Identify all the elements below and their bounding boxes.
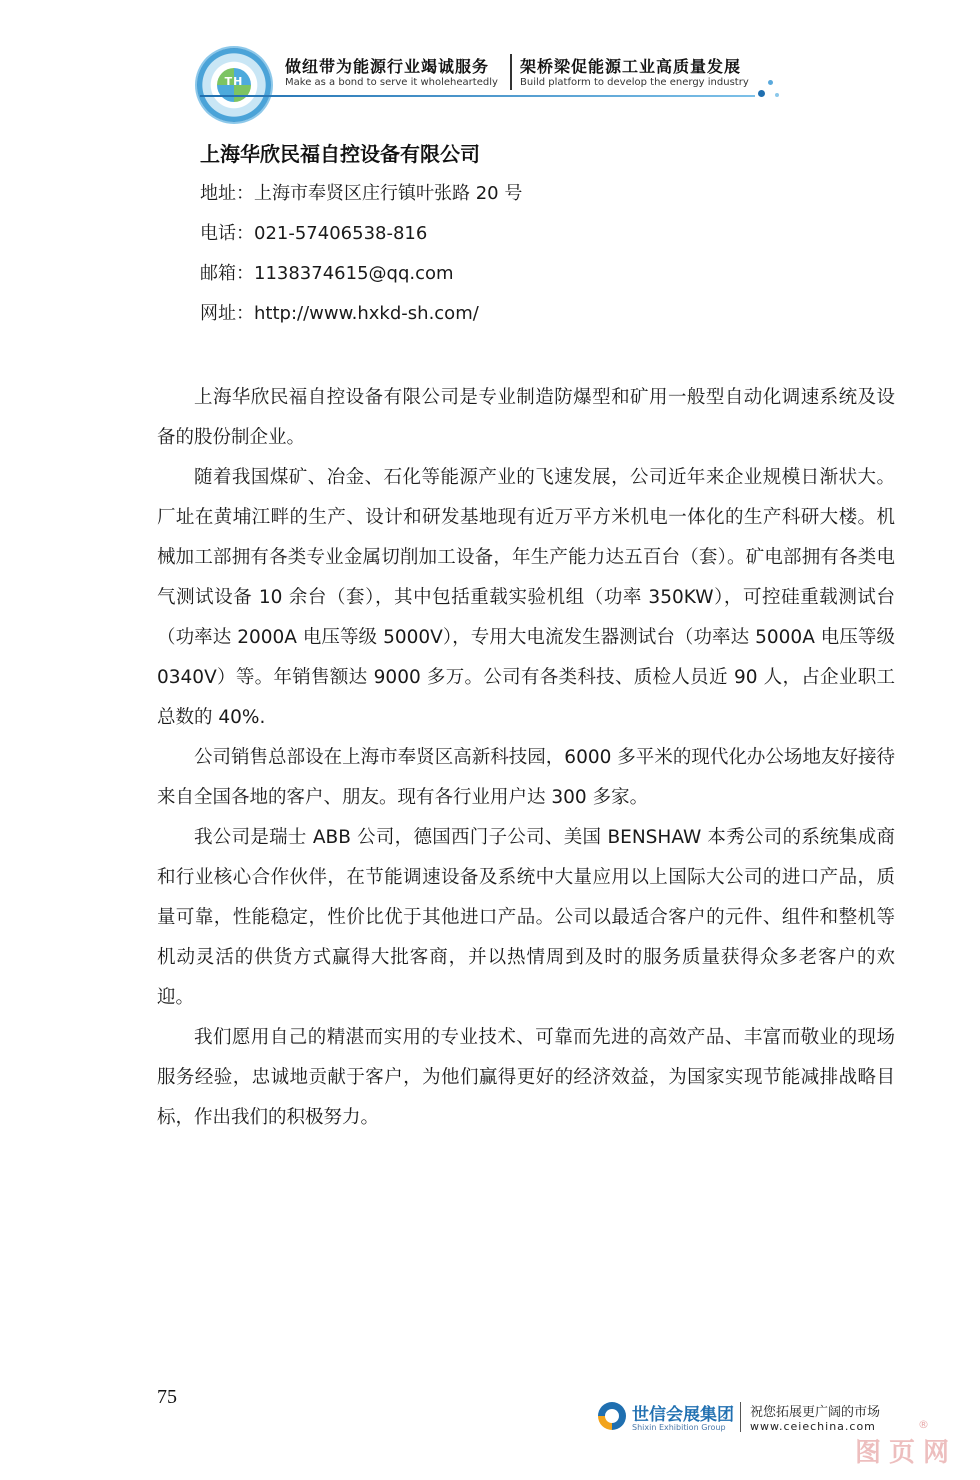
footer-divider [740, 1402, 741, 1432]
website-line: 网址：http://www.hxkd-sh.com/ [200, 303, 479, 324]
slogan-en-right: Build platform to develop the energy industry [520, 77, 749, 88]
slogan-en-left: Make as a bond to serve it wholeheartedly [285, 77, 498, 88]
contact-block [200, 140, 900, 340]
page-number: 75 [157, 1386, 177, 1408]
decor-dot-icon [775, 93, 779, 97]
footer-tagline: 祝您拓展更广阔的市场 [750, 1405, 881, 1420]
shixin-logo-icon [598, 1402, 626, 1430]
address-line: 地址：上海市奉贤区庄行镇叶张路 20 号 [200, 183, 523, 204]
decor-dot-icon [758, 90, 765, 97]
footer-url: www.ceiechina.com [750, 1420, 876, 1433]
paragraph-intro: 上海华欣民福自控设备有限公司是专业制造防爆型和矿用一般型自动化调速系统及设备的股份制企业。 [157, 387, 895, 448]
header-rule [200, 95, 755, 97]
watermark-registered-icon: ® [918, 1418, 929, 1431]
slogan-cn-left: 做纽带为能源行业竭诚服务 [285, 57, 490, 76]
paragraph-partners: 我公司是瑞士 ABB 公司，德国西门子公司、美国 BENSHAW 本秀公司的系统集成商和行业核心合作伙伴，在节能调速设备及系统中大量应用以上国际大公司的进口产品，质量可靠，性能稳定，性价比优于其他进口产品。公司以最适合客户的元件、组件和整机等机动灵活的供货方式赢得大批客商，并以热情周到及时的服务质量获得众多老客户的欢迎。 [157, 827, 895, 1008]
company-name: 上海华欣民福自控设备有限公司 [200, 142, 480, 166]
association-logo [197, 48, 271, 122]
email-line: 邮箱：1138374615@qq.com [200, 263, 454, 284]
page-header [0, 0, 980, 130]
decor-dot-icon [768, 80, 773, 85]
logo-text: TH [224, 75, 244, 88]
footer-brand-en: Shixin Exhibition Group [632, 1423, 726, 1432]
paragraph-commitment: 我们愿用自己的精湛而实用的专业技术、可靠而先进的高效产品、丰富而敬业的现场服务经验，忠诚地贡献于客户，为他们赢得更好的经济效益，为国家实现节能减排战略目标，作出我们的积极努力。 [157, 1027, 895, 1128]
slogan-divider [510, 54, 512, 90]
slogan-cn-right: 架桥梁促能源工业高质量发展 [520, 57, 742, 76]
footer-brand: 世信会展集团 [632, 1405, 734, 1425]
company-description [157, 378, 895, 1138]
watermark: 图页网 [855, 1438, 958, 1468]
paragraph-development: 随着我国煤矿、冶金、石化等能源产业的飞速发展，公司近年来企业规模日渐状大。厂址在黄埔江畔的生产、设计和研发基地现有近万平方米机电一体化的生产科研大楼。机械加工部拥有各类专业金属切削加工设备，年生产能力达五百台（套）。矿电部拥有各类电气测试设备 10 余台（套），其中包括重载实验机组（功率 350KW），可控硅重载测试台（功率达 2000A 电压等级 5000V），专用大电流发生器测试台（功率达 5000A 电压等级 0340V）等。年销售额达 9000 多万。公司有各类科技、质检人员近 90 人，占企业职工总数的 40%. [157, 467, 895, 728]
paragraph-sales-hq: 公司销售总部设在上海市奉贤区高新科技园，6000 多平米的现代化办公场地友好接待来自全国各地的客户、朋友。现有各行业用户达 300 多家。 [157, 747, 895, 808]
phone-line: 电话：021-57406538-816 [200, 223, 428, 244]
